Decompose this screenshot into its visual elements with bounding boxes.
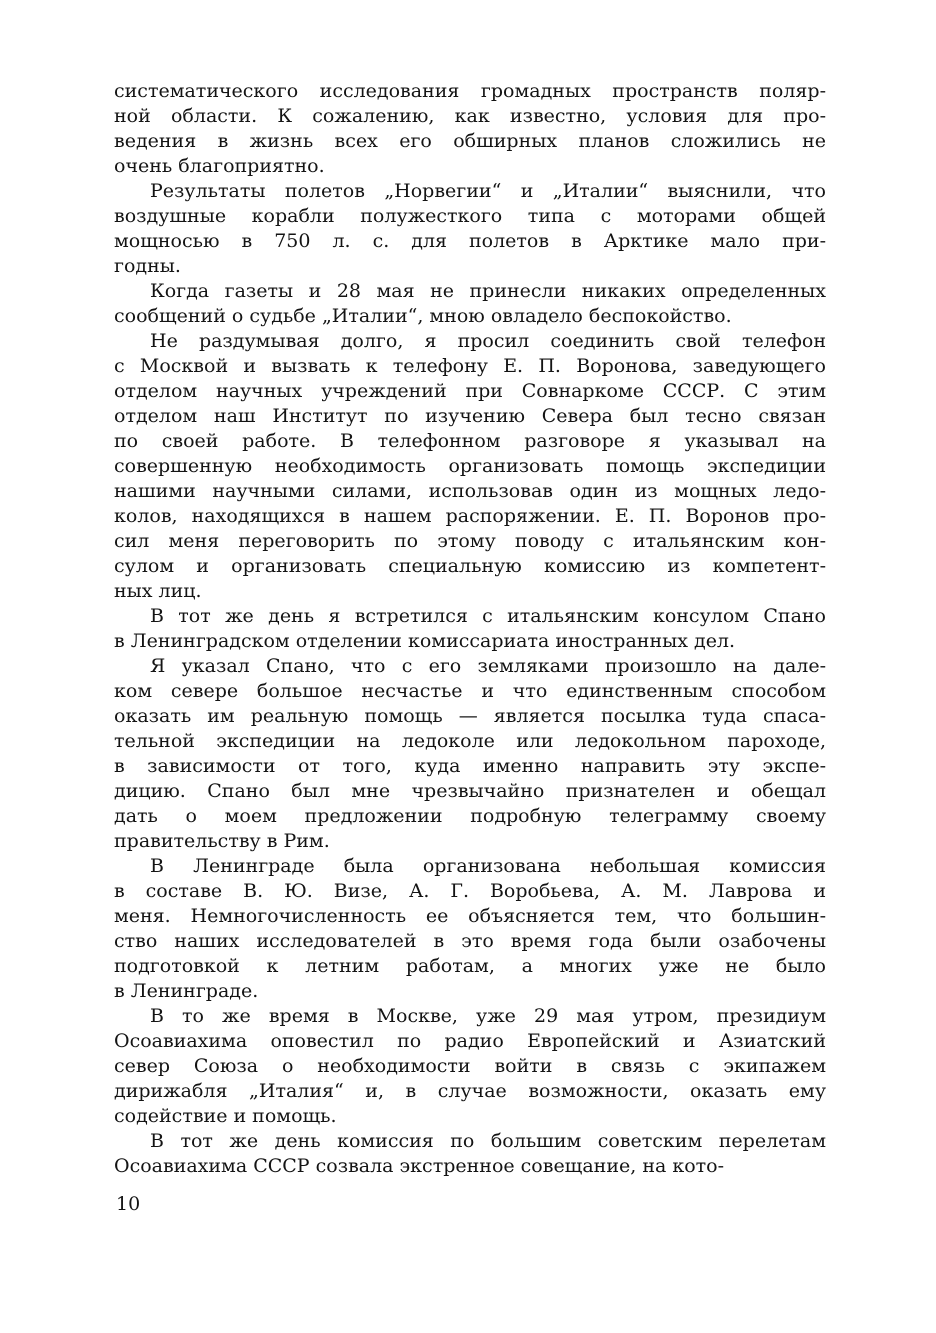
text-line: сообщений о судьбе „Италии“, мною овладело беспокойство. (114, 305, 732, 327)
text-line: ведения в жизнь всех его обширных планов сложились не (114, 130, 826, 152)
text-line: оказать им реальную помощь — является посылка туда спаса- (114, 705, 826, 727)
text-line: сулом и организовать специальную комиссию из компетент- (114, 555, 826, 577)
paragraph (114, 654, 826, 854)
text-line: дицию. Спано был мне чрезвычайно признателен и обещал (114, 780, 826, 802)
text-line: отделом наш Институт по изучению Севера был тесно связан (114, 405, 826, 427)
text-line: нашими научными силами, использовав один из мощных ледо- (114, 480, 826, 502)
paragraph (114, 179, 826, 279)
text-line: тельной экспедиции на ледоколе или ледокольном пароходе, (114, 730, 826, 752)
text-line: в составе В. Ю. Визе, А. Г. Воробьева, А. М. Лаврова и (114, 880, 826, 902)
text-line: дирижабля „Италия“ и, в случае возможности, оказать ему (114, 1080, 826, 1102)
text-line: Результаты полетов „Норвегии“ и „Италии“ выяснили, что (150, 180, 826, 202)
text-line: ных лиц. (114, 580, 202, 602)
text-line: Осоавиахима СССР созвала экстренное совещание, на кото- (114, 1155, 725, 1177)
text-line: В то же время в Москве, уже 29 мая утром, президиум (150, 1005, 826, 1027)
text-line: содействие и помощь. (114, 1105, 337, 1127)
paragraph (114, 604, 826, 654)
text-line: ком севере большое несчастье и что единственным способом (114, 680, 826, 702)
text-line: колов, находящихся в нашем распоряжении. Е. П. Воронов про- (114, 505, 826, 527)
text-line: в Ленинградском отделении комиссариата иностранных дел. (114, 630, 736, 652)
text-line: годны. (114, 255, 181, 277)
text-line: очень благоприятно. (114, 155, 325, 177)
paragraph (114, 279, 826, 329)
body-text (114, 79, 826, 1179)
text-line: В тот же день я встретился с итальянским консулом Спано (150, 605, 826, 627)
text-line: В Ленинграде была организована небольшая комиссия (150, 855, 826, 877)
text-line: В тот же день комиссия по большим советским перелетам (150, 1130, 826, 1152)
text-line: подготовкой к летним работам, а многих уже не было (114, 955, 826, 977)
text-line: сил меня переговорить по этому поводу с итальянским кон- (114, 530, 826, 552)
text-line: север Союза о необходимости войти в связь с экипажем (114, 1055, 826, 1077)
text-line: с Москвой и вызвать к телефону Е. П. Воронова, заведующего (114, 355, 826, 377)
text-line: совершенную необходимость организовать помощь экспедиции (114, 455, 826, 477)
text-line: по своей работе. В телефонном разговоре я указывал на (114, 430, 826, 452)
text-line: Я указал Спано, что с его земляками произошло на дале- (150, 655, 826, 677)
text-line: меня. Немногочисленность ее объясняется тем, что большин- (114, 905, 826, 927)
paragraph (114, 1004, 826, 1129)
text-line: ной области. К сожалению, как известно, условия для про- (114, 105, 826, 127)
text-line: Не раздумывая долго, я просил соединить свой телефон (150, 330, 826, 352)
text-line: в зависимости от того, куда именно направить эту экспе- (114, 755, 826, 777)
text-line: мощносью в 750 л. с. для полетов в Арктике мало при- (114, 230, 826, 252)
paragraph (114, 79, 826, 179)
text-line: ство наших исследователей в это время года были озабочены (114, 930, 826, 952)
text-line: Когда газеты и 28 мая не принесли никаких определенных (150, 280, 826, 302)
text-line: в Ленинграде. (114, 980, 259, 1002)
text-line: дать о моем предложении подробную телеграмму своему (114, 805, 826, 827)
text-line: отделом научных учреждений при Совнаркоме СССР. С этим (114, 380, 826, 402)
paragraph (114, 1129, 826, 1179)
paragraph (114, 854, 826, 1004)
paragraph (114, 329, 826, 604)
text-line: правительству в Рим. (114, 830, 330, 852)
text-line: систематического исследования громадных пространств поляр- (114, 80, 826, 102)
page-number: 10 (116, 1193, 141, 1215)
text-line: Осоавиахима оповестил по радио Европейский и Азиатский (114, 1030, 826, 1052)
text-line: воздушные корабли полужесткого типа с моторами общей (114, 205, 826, 227)
